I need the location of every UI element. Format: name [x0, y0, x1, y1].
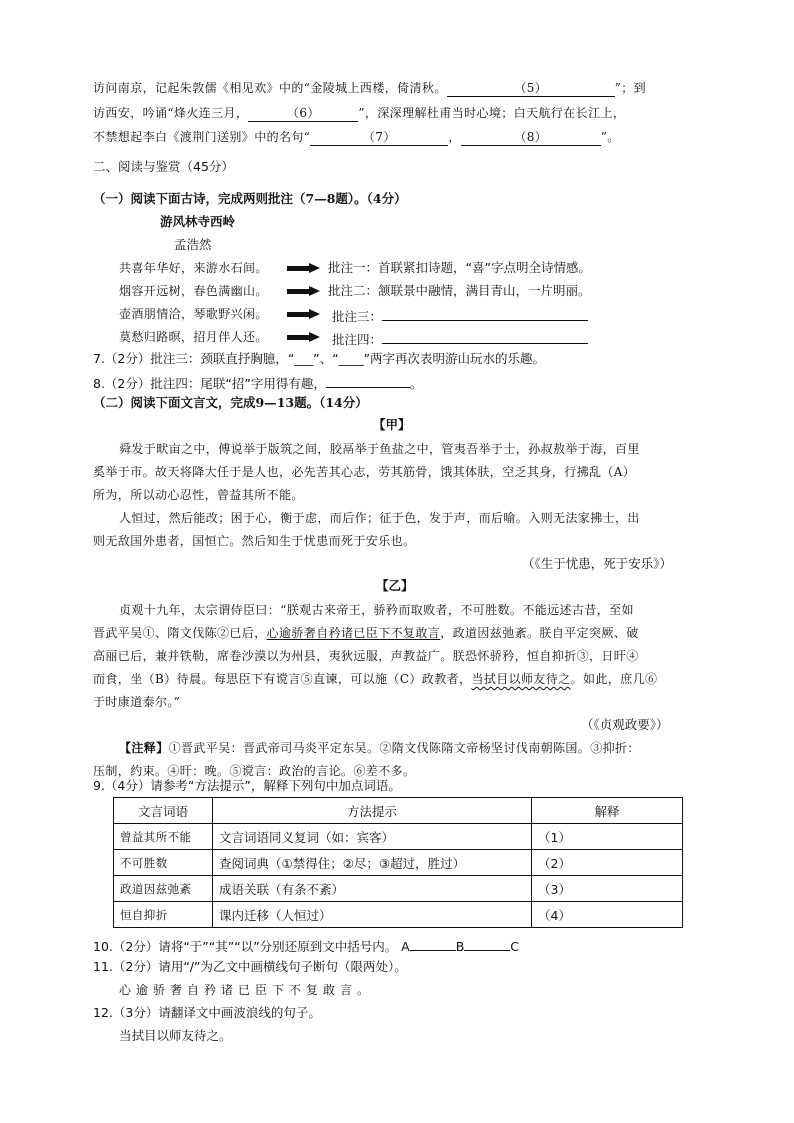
section-2-title: 二、阅读与鉴赏（45分）	[93, 159, 234, 174]
arrow-icon	[287, 332, 321, 342]
question-7-blank-2[interactable]: ____	[338, 351, 364, 366]
table-header: 文言词语	[114, 798, 213, 824]
passage-yi-text: 而食，坐（B）待晨。每思臣下有谠言⑤直谏，可以施（C）政教者，	[93, 672, 472, 686]
annotation-4-blank[interactable]	[382, 328, 588, 344]
question-10-blank-b[interactable]	[464, 935, 510, 951]
table-row	[114, 876, 683, 902]
intro-text: ”；到	[614, 81, 647, 95]
table-cell-answer[interactable]: （3）	[532, 876, 683, 902]
passage-yi-line: 贞观十九年，太宗谓侍臣曰：“朕观古来帝王，骄矜而取败者，不可胜数。不能远述古昔，至如	[119, 603, 634, 617]
question-10-text: 10.（2分）请将“于”“其”“以”分别还原到文中括号内。 A	[93, 939, 410, 954]
question-11: 11.（2分）请用“/”为乙文中画横线句子断句（限两处）。	[93, 959, 407, 974]
passage-yi-label: 【乙】	[376, 578, 414, 593]
table-row	[114, 824, 683, 850]
table-cell-word: 政道因兹弛紊	[114, 876, 213, 902]
question-7-text: ”两字再次表明游山玩水的乐趣。	[363, 351, 546, 366]
poem-line: 烟容开远树，春色满幽山。	[119, 284, 268, 298]
question-8-text: 。	[409, 376, 423, 391]
intro-line-1	[93, 79, 646, 97]
passage-yi-line	[93, 670, 657, 688]
answer-blank-6[interactable]: （6）	[248, 106, 358, 122]
passage-jia-label: 【甲】	[373, 417, 411, 432]
notes-text: ①晋武平吴：晋武帝司马炎平定东吴。②隋文伐陈隋文帝杨坚讨伐南朝陈国。③抑折：	[168, 741, 640, 755]
question-10	[93, 935, 519, 956]
passage-jia-line: 舜发于畎亩之中，傅说举于版筑之间，胶鬲举于鱼盐之中，管夷吾举于士，孙叔敖举于海，百里	[119, 442, 640, 456]
passage-jia-line: 奚举于市。故天将降大任于是人也，必先苦其心志，劳其筋骨，饿其体肤，空乏其身，行拂乱（A）	[93, 465, 636, 479]
passage-yi-text: 。如此，庶几⑥	[570, 672, 658, 686]
question-11-sentence: 心逾骄奢自矜诸已臣下不复敢言。	[119, 983, 375, 997]
passage-yi-source: （《贞观政要》）	[581, 717, 669, 732]
answer-blank-7[interactable]: （7）	[310, 130, 448, 146]
question-7-blank-1[interactable]: ___	[294, 351, 314, 366]
method-table	[113, 797, 683, 928]
question-7-text: ”、“	[313, 351, 339, 366]
passage-yi-text: 晋武平吴①、隋文伐陈②已后，	[93, 626, 267, 640]
question-10-text: B	[455, 939, 465, 954]
question-8	[93, 372, 422, 393]
annotation-notes-cont: 压制，约束。④旰：晚。⑤谠言：政治的言论。⑥差不多。	[93, 764, 416, 778]
table-cell-hint: 课内迁移（人恒过）	[213, 902, 532, 928]
passage-yi-line	[93, 624, 639, 642]
annotation-3-label: 批注三：	[332, 309, 383, 324]
wavy-underlined-sentence: 当拭目以师友待之	[471, 672, 571, 686]
table-cell-word: 不可胜数	[114, 850, 213, 876]
question-10-blank-a[interactable]	[410, 935, 456, 951]
passage-yi-text: ，政道因兹弛紊。朕自平定突厥、破	[440, 626, 639, 640]
answer-blank-5[interactable]: （5）	[447, 81, 615, 97]
question-8-blank[interactable]	[326, 372, 410, 388]
poem-line: 共喜年华好，来游水石间。	[119, 261, 268, 275]
answer-blank-8[interactable]: （8）	[461, 130, 601, 146]
notes-label: 【注释】	[119, 741, 169, 755]
passage-jia-source: （《生于忧患，死于安乐》）	[522, 556, 673, 571]
intro-text: 访西安，吟诵“烽火连三月，	[93, 106, 249, 120]
arrow-icon	[287, 263, 321, 273]
passage-yi-line: 高丽已后，兼并铁勒，席卷沙漠以为州县，夷狄远服，声教益广。朕恐怀骄矜，恒自抑折③，日旰④	[93, 649, 639, 663]
arrow-icon	[287, 286, 321, 296]
poem-line: 莫愁归路暝，招月伴人还。	[119, 330, 268, 344]
table-row	[114, 850, 683, 876]
table-cell-hint: 成语关联（有条不紊）	[213, 876, 532, 902]
annotation-4	[332, 328, 588, 349]
annotation-2: 批注二：颔联景中融情，满目青山，一片明丽。	[328, 283, 591, 298]
intro-text: ，	[448, 130, 461, 144]
intro-line-3	[93, 128, 620, 146]
annotation-notes	[119, 739, 640, 757]
table-cell-answer[interactable]: （4）	[532, 902, 683, 928]
table-cell-hint: 查阅词典（①禁得住；②尽；③超过，胜过）	[213, 850, 532, 876]
intro-text: ”，深深理解杜甫当时心境；白天航行在长江上，	[358, 106, 626, 120]
underlined-sentence: 心逾骄奢自矜诸已臣下不复敢言	[266, 626, 441, 640]
table-header: 解释	[532, 798, 683, 824]
table-cell-hint: 文言词语同义复词（如：宾客）	[213, 824, 532, 850]
part-1-title: （一）阅读下面古诗，完成两则批注（7—8题）。（4分）	[93, 191, 407, 206]
intro-text: ”。	[600, 130, 620, 144]
poem-title: 游风林寺西岭	[160, 214, 236, 229]
table-cell-answer[interactable]: （1）	[532, 824, 683, 850]
question-10-text: C	[510, 939, 520, 954]
arrow-icon	[287, 309, 321, 319]
question-7	[93, 350, 545, 368]
table-header-row	[114, 798, 683, 824]
table-cell-word: 曾益其所不能	[114, 824, 213, 850]
intro-text: 不禁想起李白《渡荆门送别》中的名句“	[93, 130, 311, 144]
poem-line: 壶酒朋情洽，琴歌野兴闲。	[119, 307, 268, 321]
passage-jia-line: 所为，所以动心忍性，曾益其所不能。	[93, 488, 304, 502]
passage-jia-line: 则无敌国外患者，国恒亡。然后知生于忧患而死于安乐也。	[93, 534, 416, 548]
table-cell-answer[interactable]: （2）	[532, 850, 683, 876]
annotation-4-label: 批注四：	[332, 332, 383, 347]
question-7-text: 7.（2分）批注三：颈联直抒胸臆，“	[93, 351, 295, 366]
annotation-1: 批注一：首联紧扣诗题，“喜”字点明全诗情感。	[328, 260, 591, 275]
question-12: 12.（3分）请翻译文中画波浪线的句子。	[93, 1005, 321, 1020]
question-12-sentence: 当拭目以师友待之。	[119, 1028, 232, 1043]
intro-line-2	[93, 104, 625, 122]
passage-jia-line: 人恒过，然后能改；困于心，衡于虑，而后作；征于色，发于声，而后喻。入则无法家拂士，出	[119, 511, 640, 525]
question-8-text: 8.（2分）批注四：尾联“招”字用得有趣，	[93, 376, 326, 391]
question-9: 9.（4分）请参考“方法提示”，解释下列句中加点词语。	[93, 778, 401, 793]
annotation-3-blank[interactable]	[382, 305, 588, 321]
table-header: 方法提示	[213, 798, 532, 824]
table-row	[114, 902, 683, 928]
poem-author: 孟浩然	[174, 237, 212, 252]
passage-yi-line: 于时康道泰尔。”	[93, 695, 181, 709]
intro-text: 访问南京，记起朱敦儒《相见欢》中的“金陵城上西楼，倚清秋。	[93, 81, 447, 95]
annotation-3	[332, 305, 588, 326]
part-2-title: （二）阅读下面文言文，完成9—13题。（14分）	[93, 395, 368, 410]
table-cell-word: 恒自抑折	[114, 902, 213, 928]
